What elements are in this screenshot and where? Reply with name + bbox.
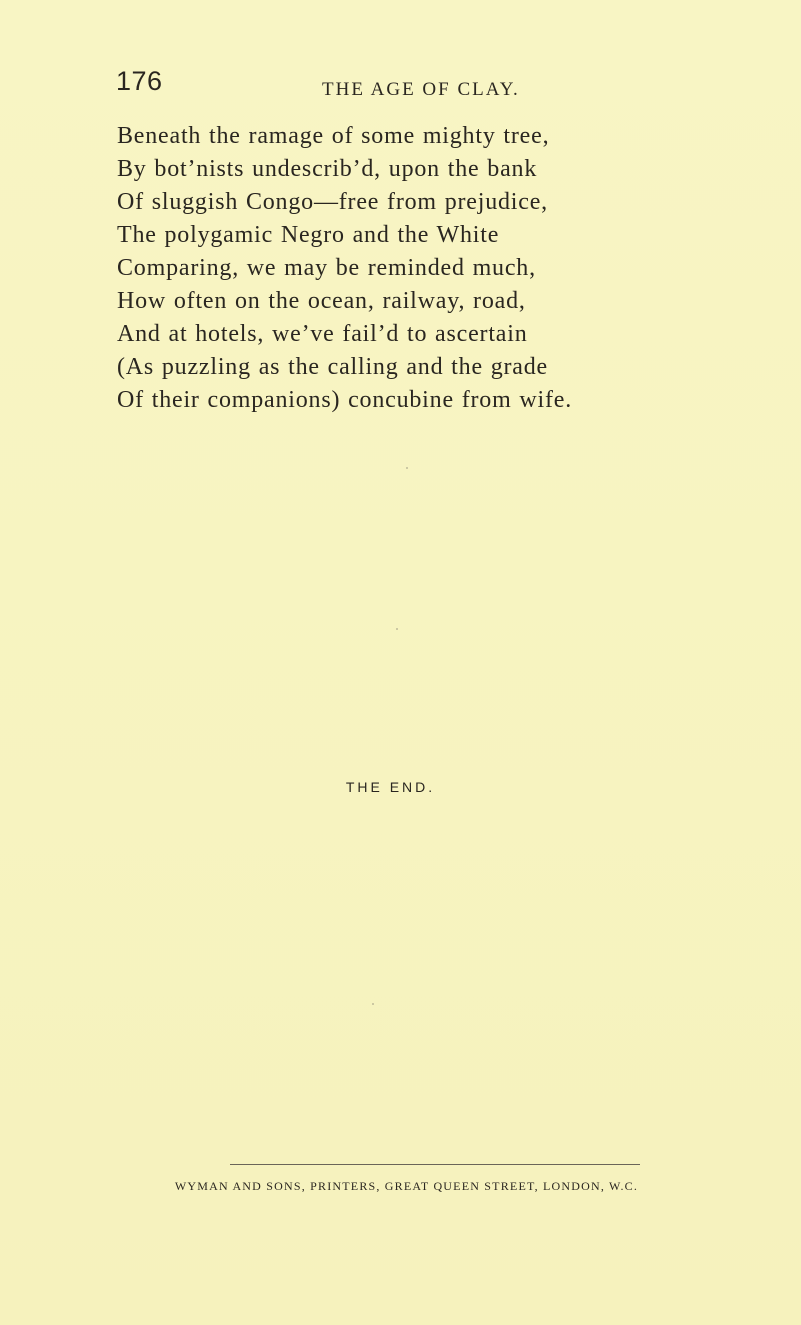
poem-line: The polygamic Negro and the White	[117, 222, 500, 248]
paper-speck	[396, 628, 398, 630]
running-head: THE AGE OF CLAY.	[322, 79, 520, 100]
poem-line: Beneath the ramage of some mighty tree,	[117, 123, 550, 149]
poem-line: How often on the ocean, railway, road,	[117, 288, 526, 314]
page-number: 176	[116, 66, 163, 96]
poem-line: Of their companions) concubine from wife.	[117, 387, 572, 413]
poem-line: (As puzzling as the calling and the grade	[117, 354, 548, 380]
poem-stanza	[117, 120, 737, 417]
paper-speck	[372, 1003, 374, 1005]
poem-line: Comparing, we may be reminded much,	[117, 255, 536, 281]
footer-rule	[230, 1164, 640, 1165]
poem-line: And at hotels, we’ve fail’d to ascertain	[117, 321, 528, 347]
the-end-label: THE END.	[345, 779, 436, 795]
paper-speck	[406, 467, 408, 469]
poem-line: Of sluggish Congo—free from prejudice,	[117, 189, 548, 215]
printer-imprint: WYMAN AND SONS, PRINTERS, GREAT QUEEN STREET, LONDON, W.C.	[174, 1179, 639, 1193]
poem-line: By bot’nists undescrib’d, upon the bank	[117, 156, 538, 182]
